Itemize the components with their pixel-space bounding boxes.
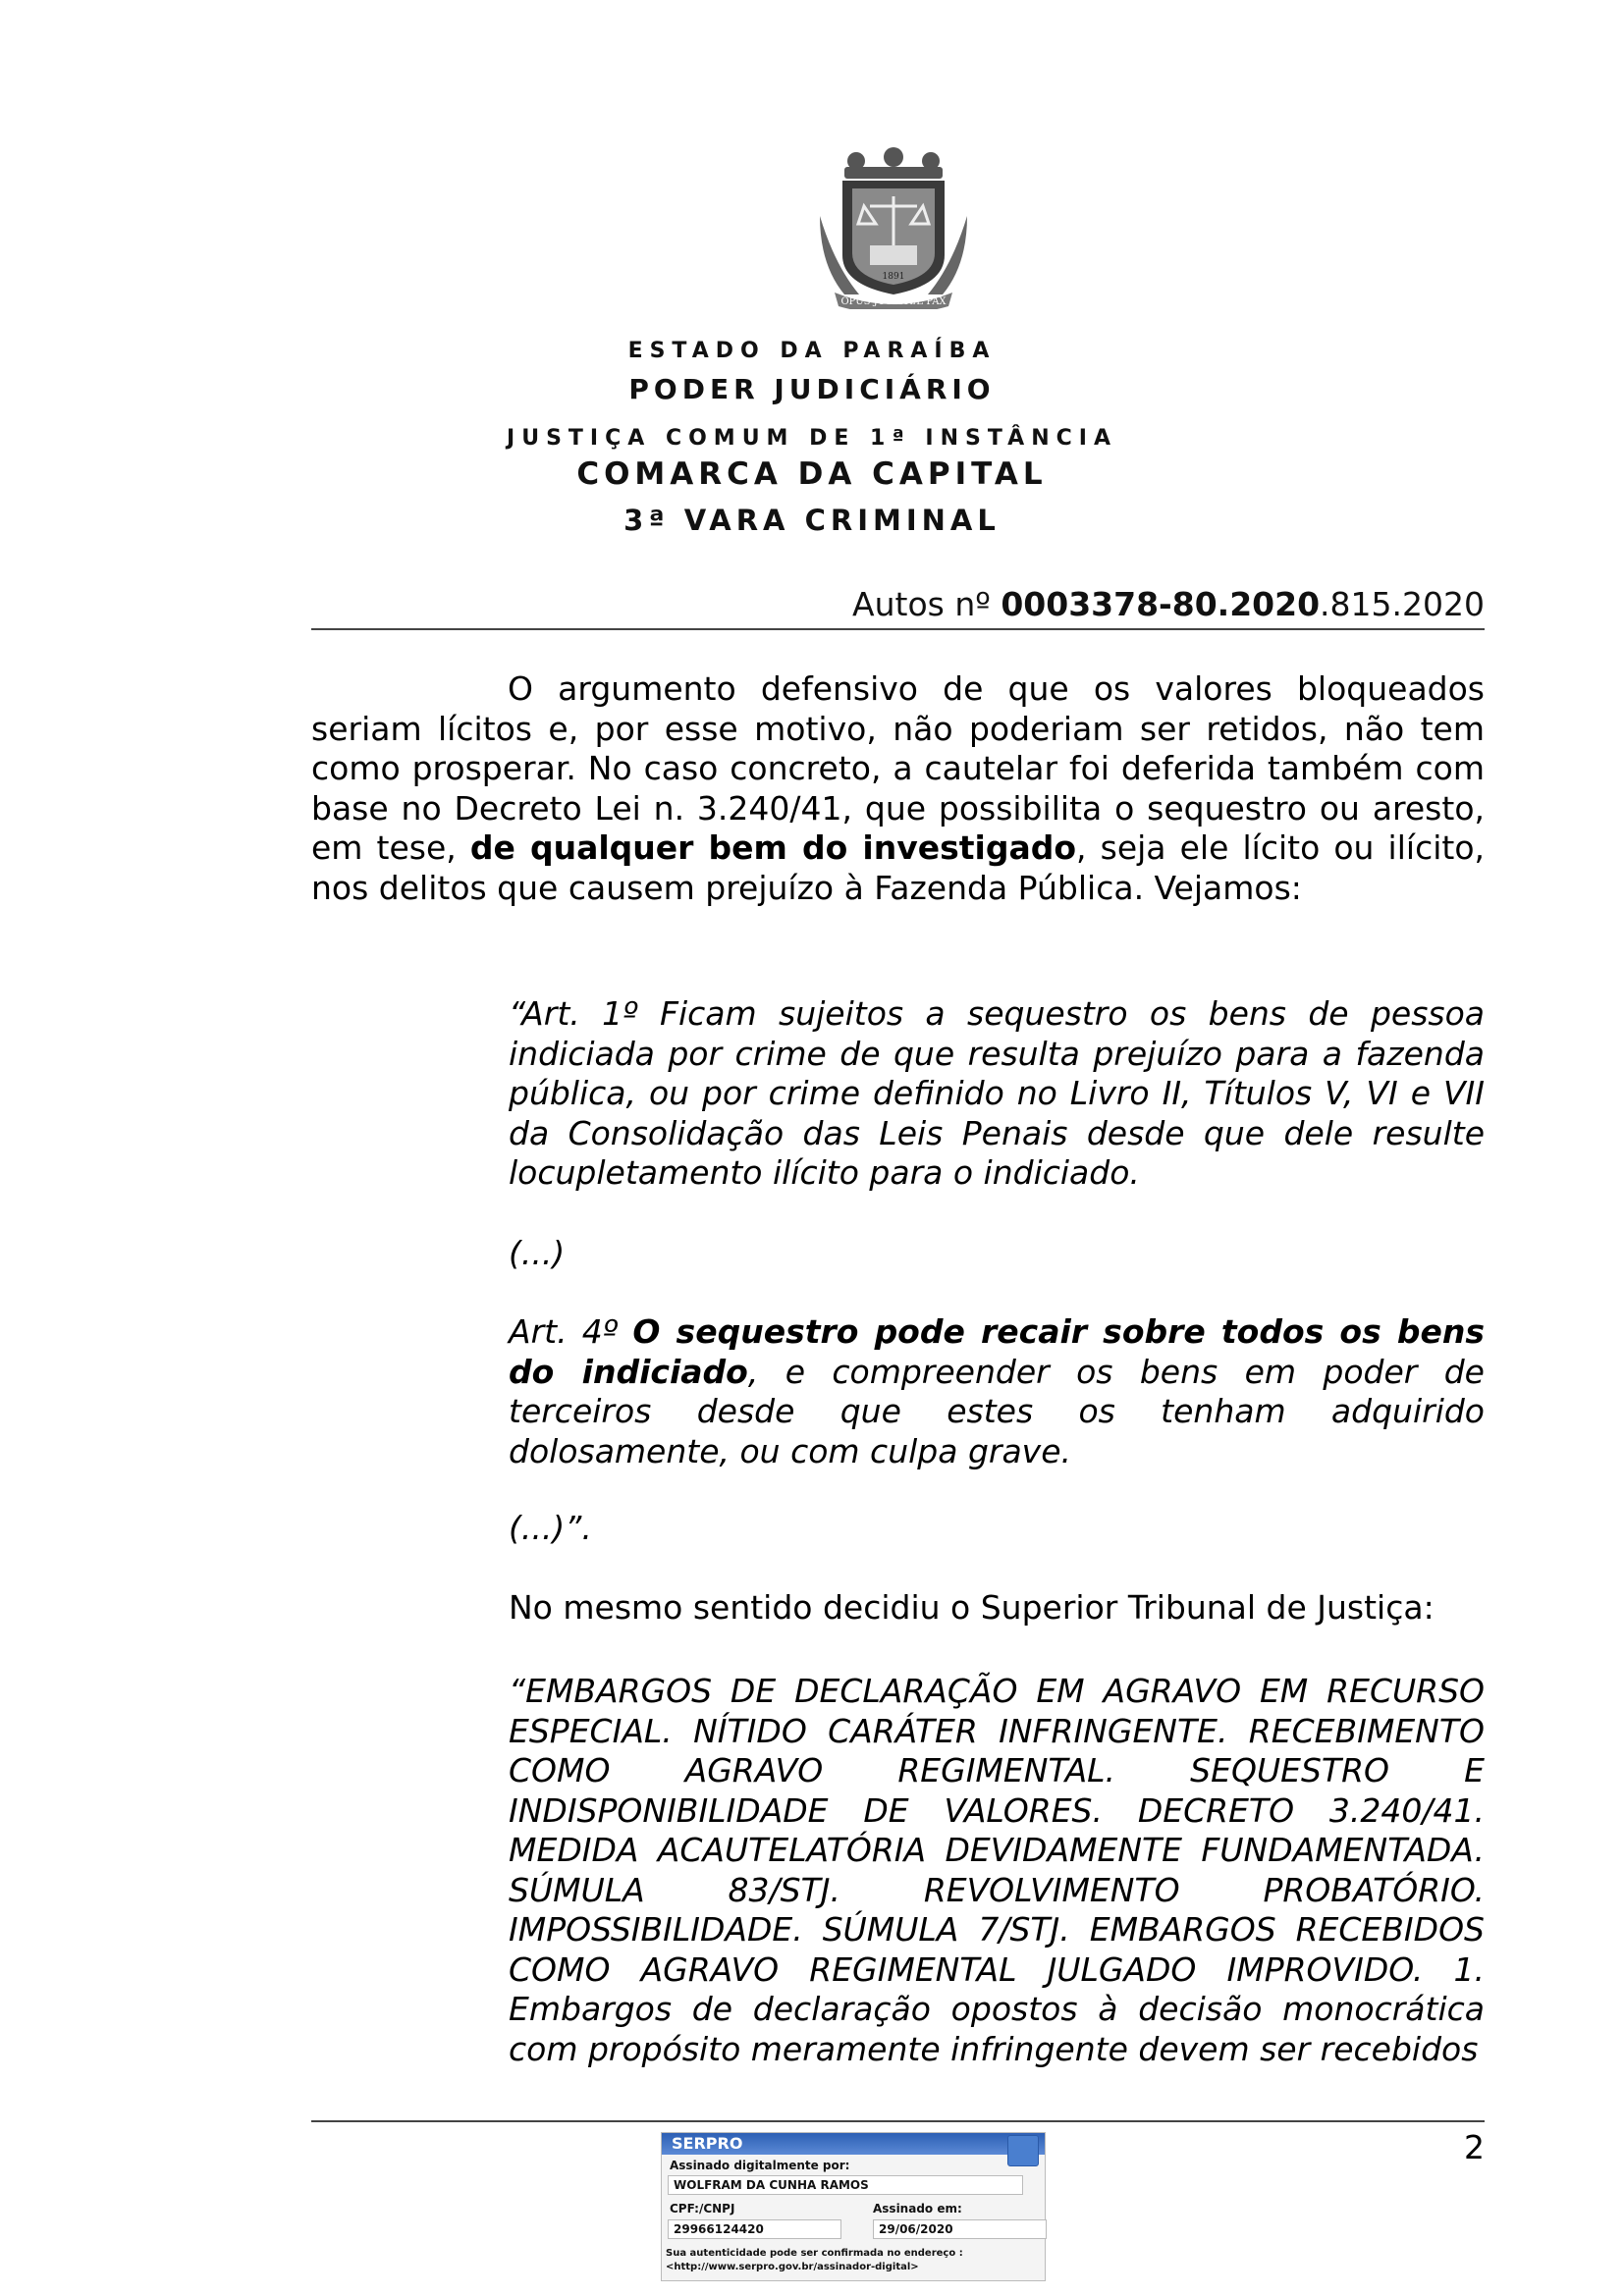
case-number: Autos nº 0003378-80.2020.815.2020 [852,585,1485,623]
footer-divider [311,2120,1485,2122]
court-seal-logo [815,147,972,309]
digital-signature-stamp [661,2132,1046,2281]
header-comarca: COMARCA DA CAPITAL [576,456,1048,492]
quote-article-4: Art. 4º O sequestro pode recair sobre todos os bens do indiciado, e compreender os bens em poder de terceiros desde que estes os tenham adquirido dolosamente, ou com culpa grave. [509,1312,1485,1470]
verify-text: Sua autenticidade pode ser confirmada no endereço : [666,2248,963,2259]
cpf-value: 29966124420 [668,2219,841,2239]
header-state: ESTADO DA PARAÍBA [627,339,997,363]
header-judiciary: PODER JUDICIÁRIO [628,373,996,405]
stj-intro: No mesmo sentido decidiu o Superior Tribunal de Justiça: [509,1588,1435,1627]
header-divider [311,628,1485,630]
svg-text:OPUS JUSTITIÆ PAX: OPUS JUSTITIÆ PAX [840,296,947,307]
body-text [311,669,1485,908]
quote-ellipsis-2: (...)”. [509,1509,592,1547]
stamp-brand: SERPRO [662,2133,1045,2155]
quote-stj-decision: “EMBARGOS DE DECLARAÇÃO EM AGRAVO EM RECURSO ESPECIAL. NÍTIDO CARÁTER INFRINGENTE. RECEBIMENTO COMO AGRAVO REGIMENTAL. SEQUESTRO E INDISPONIBILIDADE DE VALORES. DECRETO 3.240/41. MEDIDA ACAUTELATÓRIA DEVIDAMENTE FUNDAMENTADA. SÚMULA 83/STJ. REVOLVIMENTO PROBATÓRIO. IMPOSSIBILIDADE. SÚMULA 7/STJ. EMBARGOS RECEBIDOS COMO AGRAVO REGIMENTAL JULGADO IMPROVIDO. 1. Embargos de declaração opostos à decisão monocrática com propósito meramente infringente devem ser recebidos [509,1672,1485,2068]
header-instance: JUSTIÇA COMUM DE 1ª INSTÂNCIA [507,426,1117,451]
signed-by-label: Assinado digitalmente por: [670,2159,850,2172]
paragraph-argument: O argumento defensivo de que os valores bloqueados seriam lícitos e, por esse motivo, não poderiam ser retidos, não tem como prosperar. No caso concreto, a cautelar foi deferida também com base no Decreto Lei n. 3.240/41, que possibilita o sequestro ou aresto, em tese, de qualquer bem do investigado, seja ele lícito ou ilícito, nos delitos que causem prejuízo à Fazenda Pública. Vejamos: [311,669,1485,907]
certificate-icon [1007,2135,1039,2166]
verify-url: <http://www.serpro.gov.br/assinador-digital> [666,2262,919,2272]
quote-article-1: “Art. 1º Ficam sujeitos a sequestro os bens de pessoa indiciada por crime de que resulta prejuízo para a fazenda pública, ou por crime definido no Livro II, Títulos V, VI e VII da Consolidação das Leis Penais desde que dele resulte locupletamento ilícito para o indiciado. [509,994,1485,1192]
signed-date-label: Assinado em: [873,2202,962,2216]
cpf-label: CPF:/CNPJ [670,2202,735,2216]
page-number: 2 [1464,2128,1485,2166]
quote-ellipsis-1: (...) [509,1234,566,1272]
header-vara: 3ª VARA CRIMINAL [623,504,1001,537]
svg-text:1891: 1891 [882,272,905,282]
signed-date-value: 29/06/2020 [873,2219,1047,2239]
signer-name: WOLFRAM DA CUNHA RAMOS [668,2175,1023,2195]
